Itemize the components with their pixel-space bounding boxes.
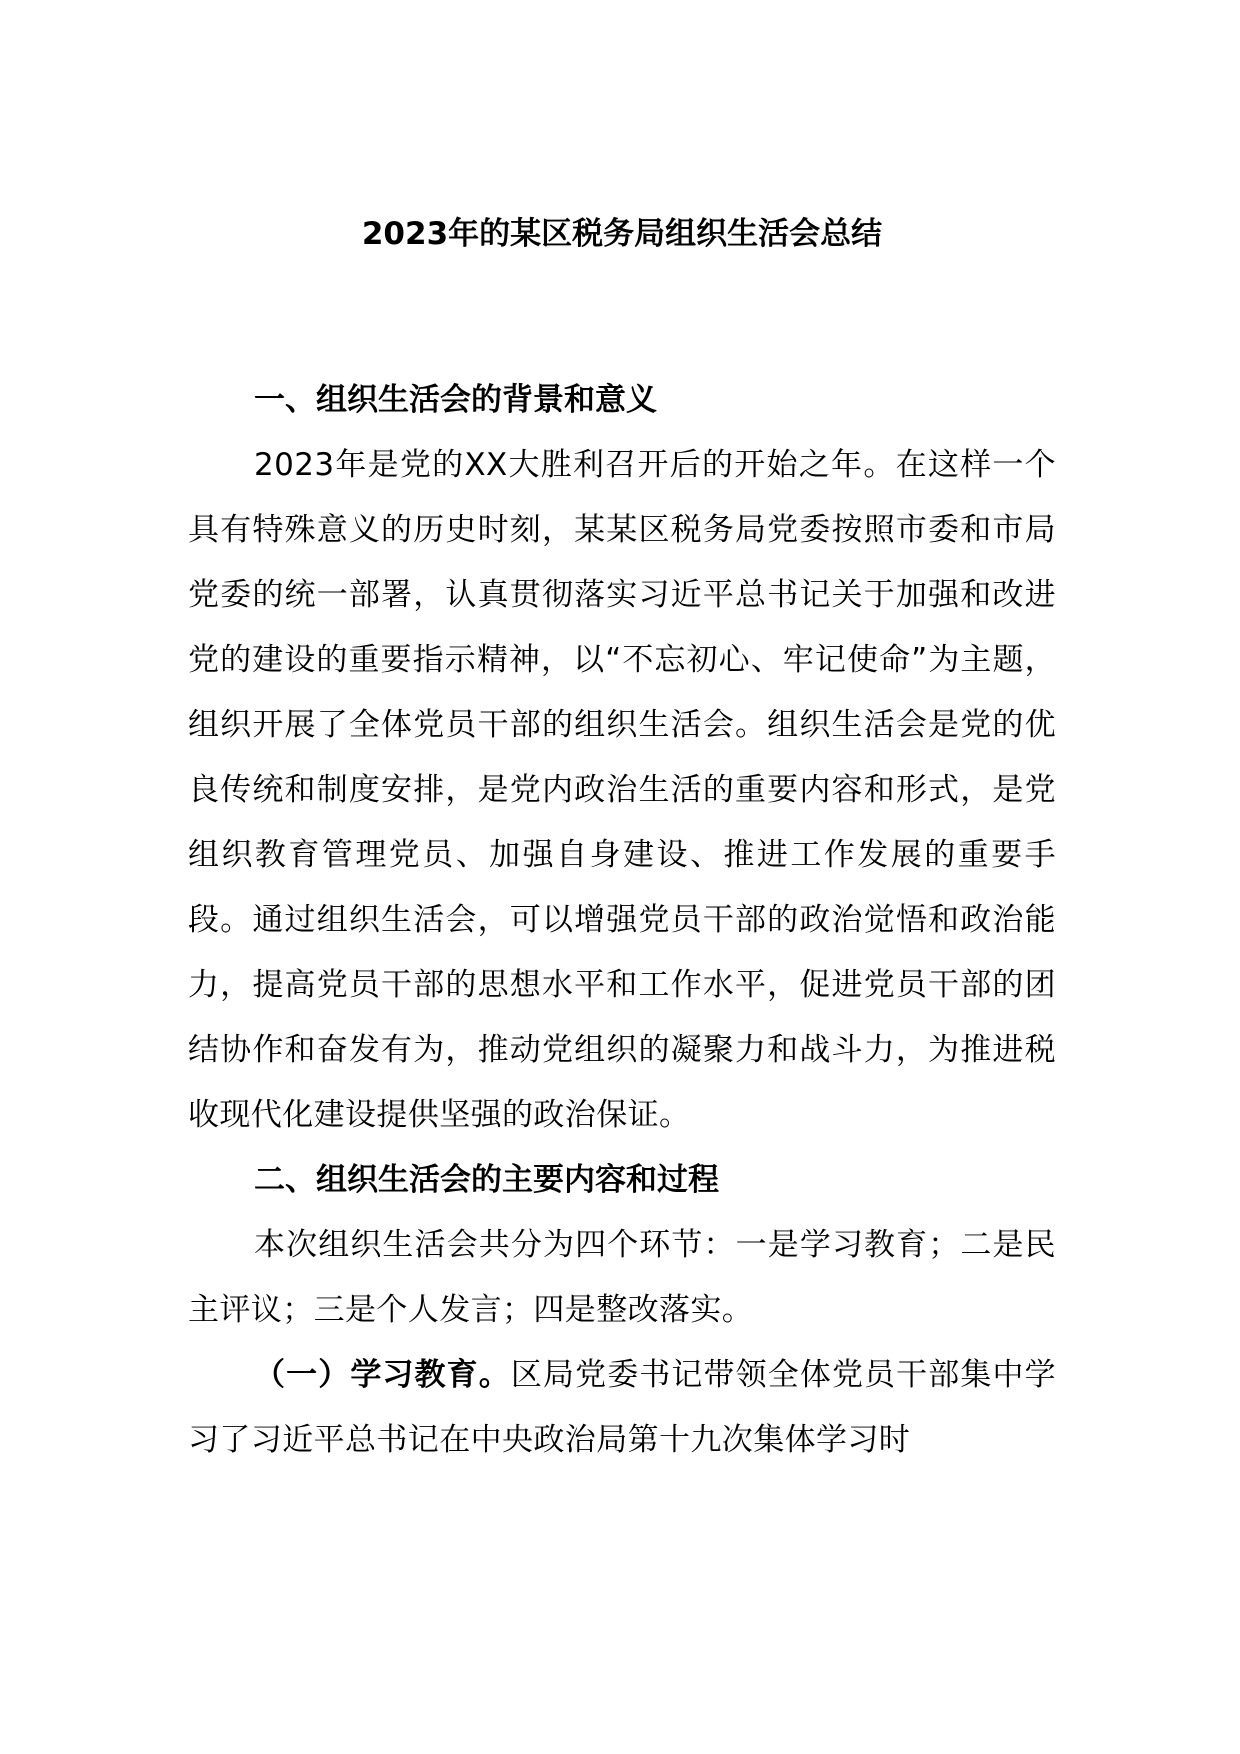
- section-2-paragraph: 本次组织生活会共分为四个环节：一是学习教育；二是民主评议；三是个人发言；四是整改落实。: [188, 1227, 1056, 1328]
- document-body: [188, 368, 1056, 1473]
- subsection-1-paragraph: [188, 1343, 1056, 1473]
- document-title: 2023年的某区税务局组织生活会总结: [361, 216, 883, 252]
- subsection-1-text: 区局党委书记带领全体党员干部集中学习了习近平总书记在中央政治局第十九次集体学习时: [188, 1357, 1056, 1458]
- section-1-heading: 一、组织生活会的背景和意义: [254, 382, 657, 418]
- document-page: [188, 0, 1056, 1754]
- subsection-1-lead: （一）学习教育。: [254, 1357, 511, 1393]
- section-2-heading: 二、组织生活会的主要内容和过程: [254, 1162, 719, 1198]
- section-1-paragraph: 2023年是党的XX大胜利召开后的开始之年。在这样一个具有特殊意义的历史时刻，某某区税务局党委按照市委和市局党委的统一部署，认真贯彻落实习近平总书记关于加强和改进党的建设的重要指示精神，以“不忘初心、牢记使命”为主题，组织开展了全体党员干部的组织生活会。组织生活会是党的优良传统和制度安排，是党内政治生活的重要内容和形式，是党组织教育管理党员、加强自身建设、推进工作发展的重要手段。通过组织生活会，可以增强党员干部的政治觉悟和政治能力，提高党员干部的思想水平和工作水平，促进党员干部的团结协作和奋发有为，推动党组织的凝聚力和战斗力，为推进税收现代化建设提供坚强的政治保证。: [188, 447, 1056, 1133]
